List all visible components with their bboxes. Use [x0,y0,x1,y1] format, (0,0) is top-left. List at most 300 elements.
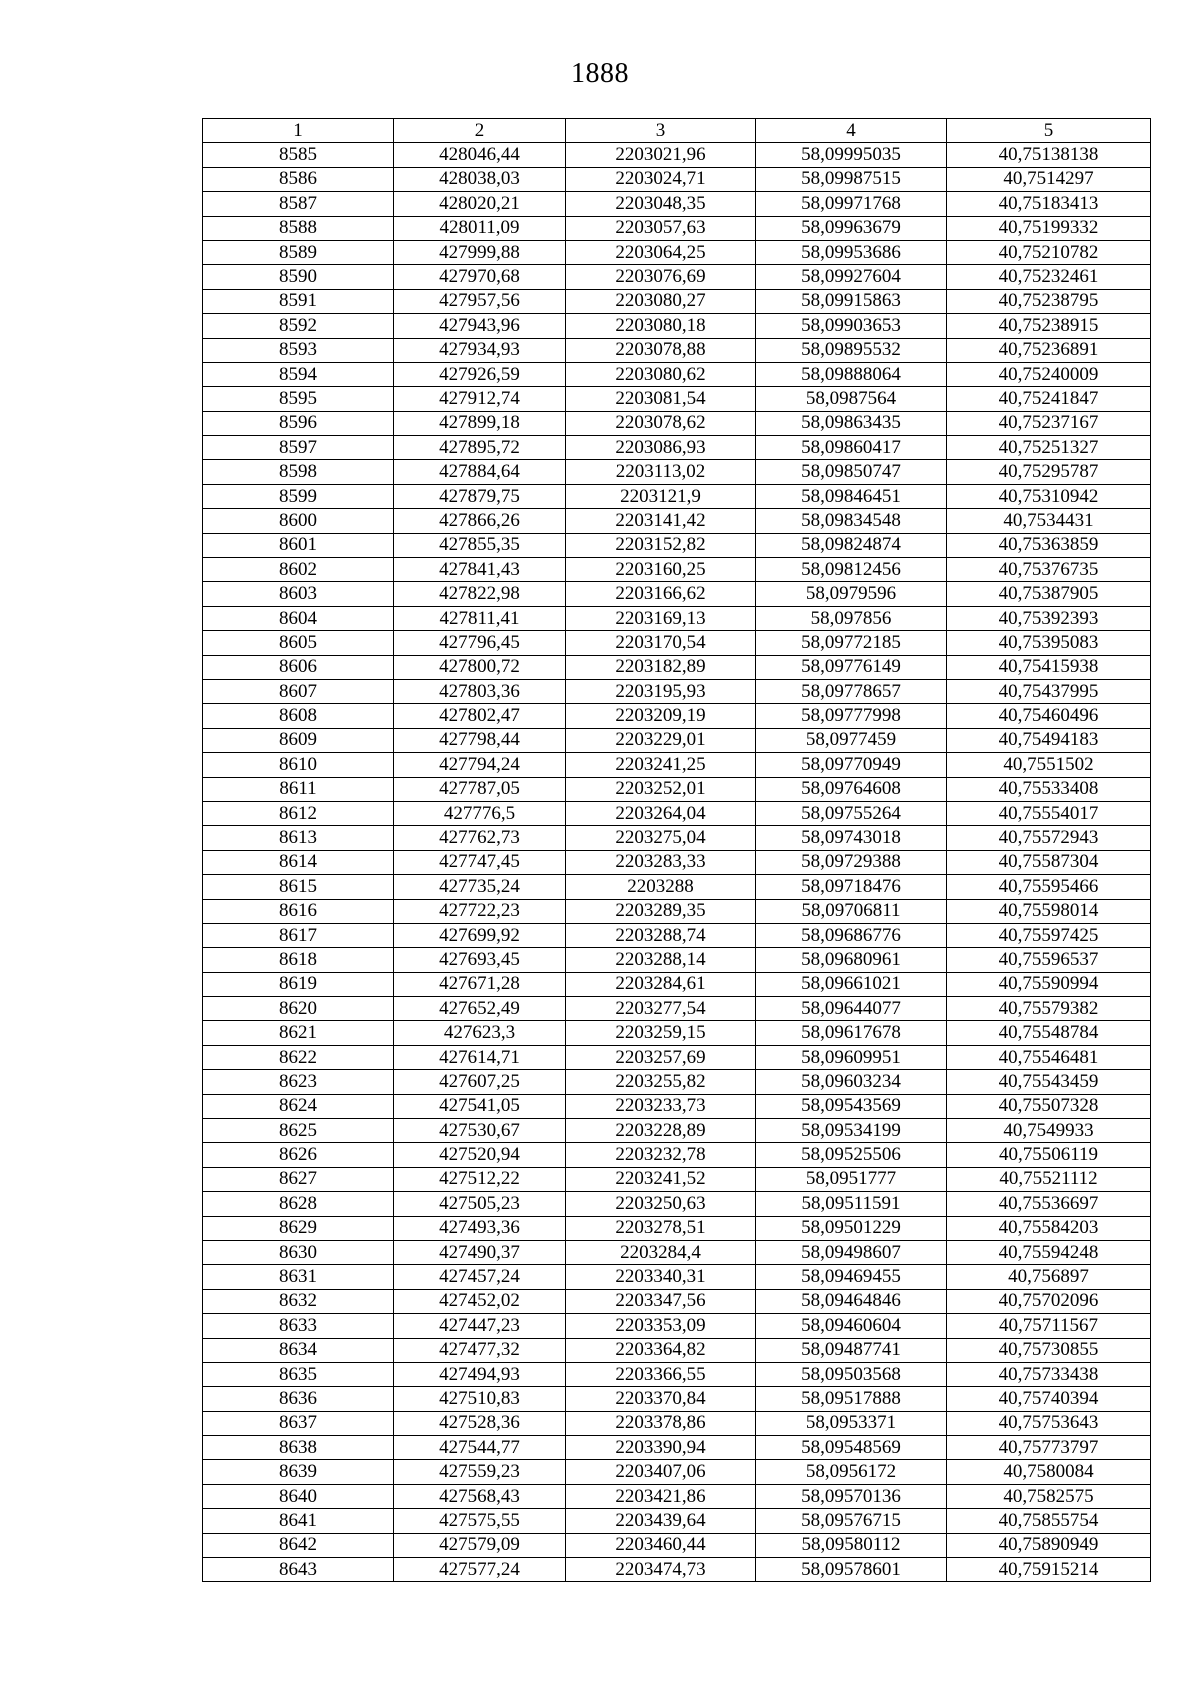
longitude-cell: 40,75596537 [947,948,1151,972]
column-header-2: 2 [394,119,566,143]
y-coordinate-cell: 2203257,69 [566,1045,756,1069]
point-number-cell: 8626 [203,1143,394,1167]
x-coordinate-cell: 427800,72 [394,655,566,679]
latitude-cell: 58,09501229 [756,1216,947,1240]
y-coordinate-cell: 2203259,15 [566,1021,756,1045]
longitude-cell: 40,75295787 [947,460,1151,484]
longitude-cell: 40,75310942 [947,484,1151,508]
x-coordinate-cell: 427541,05 [394,1094,566,1118]
y-coordinate-cell: 2203241,52 [566,1167,756,1191]
x-coordinate-cell: 427794,24 [394,753,566,777]
table-row [203,948,1151,972]
table-row [203,558,1151,582]
y-coordinate-cell: 2203277,54 [566,997,756,1021]
point-number-cell: 8609 [203,728,394,752]
longitude-cell: 40,7582575 [947,1484,1151,1508]
point-number-cell: 8595 [203,387,394,411]
x-coordinate-cell: 427477,32 [394,1338,566,1362]
x-coordinate-cell: 427899,18 [394,411,566,435]
table-body [203,143,1151,1582]
table-row [203,826,1151,850]
latitude-cell: 58,09777998 [756,704,947,728]
point-number-cell: 8597 [203,436,394,460]
point-number-cell: 8630 [203,1240,394,1264]
point-number-cell: 8614 [203,850,394,874]
latitude-cell: 58,09846451 [756,484,947,508]
longitude-cell: 40,75711567 [947,1314,1151,1338]
x-coordinate-cell: 427623,3 [394,1021,566,1045]
y-coordinate-cell: 2203228,89 [566,1119,756,1143]
point-number-cell: 8612 [203,801,394,825]
point-number-cell: 8590 [203,265,394,289]
longitude-cell: 40,75251327 [947,436,1151,460]
longitude-cell: 40,75494183 [947,728,1151,752]
table-row [203,1143,1151,1167]
x-coordinate-cell: 427447,23 [394,1314,566,1338]
y-coordinate-cell: 2203057,63 [566,216,756,240]
x-coordinate-cell: 427787,05 [394,777,566,801]
x-coordinate-cell: 427802,47 [394,704,566,728]
latitude-cell: 58,09511591 [756,1192,947,1216]
longitude-cell: 40,756897 [947,1265,1151,1289]
point-number-cell: 8596 [203,411,394,435]
table-row [203,1314,1151,1338]
table-row [203,1021,1151,1045]
longitude-cell: 40,75183413 [947,192,1151,216]
latitude-cell: 58,09464846 [756,1289,947,1313]
table-row [203,411,1151,435]
longitude-cell: 40,75395083 [947,631,1151,655]
y-coordinate-cell: 2203474,73 [566,1558,756,1582]
table-row [203,1192,1151,1216]
table-row [203,484,1151,508]
latitude-cell: 58,09503568 [756,1362,947,1386]
table-row [203,1167,1151,1191]
x-coordinate-cell: 427722,23 [394,899,566,923]
longitude-cell: 40,75753643 [947,1411,1151,1435]
table-row [203,1045,1151,1069]
y-coordinate-cell: 2203353,09 [566,1314,756,1338]
y-coordinate-cell: 2203021,96 [566,143,756,167]
longitude-cell: 40,75521112 [947,1167,1151,1191]
table-row [203,679,1151,703]
table-row [203,1216,1151,1240]
point-number-cell: 8634 [203,1338,394,1362]
point-number-cell: 8629 [203,1216,394,1240]
column-header-1: 1 [203,119,394,143]
x-coordinate-cell: 427735,24 [394,875,566,899]
longitude-cell: 40,75554017 [947,801,1151,825]
y-coordinate-cell: 2203078,62 [566,411,756,435]
x-coordinate-cell: 427699,92 [394,923,566,947]
latitude-cell: 58,097856 [756,606,947,630]
page-number: 1888 [571,58,629,89]
longitude-cell: 40,75584203 [947,1216,1151,1240]
table-row [203,1119,1151,1143]
y-coordinate-cell: 2203370,84 [566,1387,756,1411]
latitude-cell: 58,0956172 [756,1460,947,1484]
table-row [203,606,1151,630]
longitude-cell: 40,75241847 [947,387,1151,411]
point-number-cell: 8623 [203,1070,394,1094]
table-row [203,1411,1151,1435]
point-number-cell: 8643 [203,1558,394,1582]
x-coordinate-cell: 427762,73 [394,826,566,850]
x-coordinate-cell: 427747,45 [394,850,566,874]
point-number-cell: 8618 [203,948,394,972]
latitude-cell: 58,09824874 [756,533,947,557]
x-coordinate-cell: 427520,94 [394,1143,566,1167]
latitude-cell: 58,09915863 [756,289,947,313]
point-number-cell: 8638 [203,1436,394,1460]
table-row [203,875,1151,899]
point-number-cell: 8640 [203,1484,394,1508]
point-number-cell: 8606 [203,655,394,679]
point-number-cell: 8615 [203,875,394,899]
y-coordinate-cell: 2203195,93 [566,679,756,703]
x-coordinate-cell: 427505,23 [394,1192,566,1216]
y-coordinate-cell: 2203024,71 [566,167,756,191]
x-coordinate-cell: 427614,71 [394,1045,566,1069]
latitude-cell: 58,09971768 [756,192,947,216]
x-coordinate-cell: 428046,44 [394,143,566,167]
y-coordinate-cell: 2203078,88 [566,338,756,362]
latitude-cell: 58,0977459 [756,728,947,752]
x-coordinate-cell: 427607,25 [394,1070,566,1094]
y-coordinate-cell: 2203048,35 [566,192,756,216]
x-coordinate-cell: 427926,59 [394,362,566,386]
longitude-cell: 40,75232461 [947,265,1151,289]
point-number-cell: 8611 [203,777,394,801]
table-row [203,1094,1151,1118]
point-number-cell: 8600 [203,509,394,533]
latitude-cell: 58,09543569 [756,1094,947,1118]
y-coordinate-cell: 2203076,69 [566,265,756,289]
longitude-cell: 40,75507328 [947,1094,1151,1118]
x-coordinate-cell: 427568,43 [394,1484,566,1508]
longitude-cell: 40,75387905 [947,582,1151,606]
longitude-cell: 40,75460496 [947,704,1151,728]
latitude-cell: 58,09860417 [756,436,947,460]
latitude-cell: 58,0987564 [756,387,947,411]
table-row [203,167,1151,191]
table-row [203,216,1151,240]
longitude-cell: 40,75546481 [947,1045,1151,1069]
latitude-cell: 58,09778657 [756,679,947,703]
x-coordinate-cell: 427579,09 [394,1533,566,1557]
y-coordinate-cell: 2203182,89 [566,655,756,679]
x-coordinate-cell: 427575,55 [394,1509,566,1533]
y-coordinate-cell: 2203080,62 [566,362,756,386]
table-row [203,265,1151,289]
table-row [203,655,1151,679]
point-number-cell: 8616 [203,899,394,923]
longitude-cell: 40,75598014 [947,899,1151,923]
point-number-cell: 8636 [203,1387,394,1411]
y-coordinate-cell: 2203364,82 [566,1338,756,1362]
point-number-cell: 8633 [203,1314,394,1338]
x-coordinate-cell: 427796,45 [394,631,566,655]
longitude-cell: 40,75594248 [947,1240,1151,1264]
latitude-cell: 58,09895532 [756,338,947,362]
y-coordinate-cell: 2203250,63 [566,1192,756,1216]
table-row [203,387,1151,411]
y-coordinate-cell: 2203160,25 [566,558,756,582]
y-coordinate-cell: 2203113,02 [566,460,756,484]
longitude-cell: 40,7551502 [947,753,1151,777]
x-coordinate-cell: 427895,72 [394,436,566,460]
latitude-cell: 58,09812456 [756,558,947,582]
latitude-cell: 58,09770949 [756,753,947,777]
table-row [203,923,1151,947]
longitude-cell: 40,75915214 [947,1558,1151,1582]
longitude-cell: 40,7534431 [947,509,1151,533]
longitude-cell: 40,75730855 [947,1338,1151,1362]
table-row [203,997,1151,1021]
longitude-cell: 40,75437995 [947,679,1151,703]
y-coordinate-cell: 2203288,14 [566,948,756,972]
point-number-cell: 8587 [203,192,394,216]
y-coordinate-cell: 2203209,19 [566,704,756,728]
longitude-cell: 40,75733438 [947,1362,1151,1386]
y-coordinate-cell: 2203141,42 [566,509,756,533]
longitude-cell: 40,75773797 [947,1436,1151,1460]
latitude-cell: 58,09953686 [756,240,947,264]
latitude-cell: 58,09903653 [756,314,947,338]
y-coordinate-cell: 2203366,55 [566,1362,756,1386]
point-number-cell: 8621 [203,1021,394,1045]
longitude-cell: 40,75590994 [947,972,1151,996]
table-row [203,631,1151,655]
point-number-cell: 8604 [203,606,394,630]
y-coordinate-cell: 2203421,86 [566,1484,756,1508]
x-coordinate-cell: 427452,02 [394,1289,566,1313]
longitude-cell: 40,75579382 [947,997,1151,1021]
latitude-cell: 58,09963679 [756,216,947,240]
y-coordinate-cell: 2203347,56 [566,1289,756,1313]
y-coordinate-cell: 2203407,06 [566,1460,756,1484]
longitude-cell: 40,75199332 [947,216,1151,240]
latitude-cell: 58,09987515 [756,167,947,191]
latitude-cell: 58,09764608 [756,777,947,801]
y-coordinate-cell: 2203166,62 [566,582,756,606]
point-number-cell: 8591 [203,289,394,313]
latitude-cell: 58,09498607 [756,1240,947,1264]
longitude-cell: 40,75210782 [947,240,1151,264]
x-coordinate-cell: 427943,96 [394,314,566,338]
x-coordinate-cell: 427559,23 [394,1460,566,1484]
latitude-cell: 58,09776149 [756,655,947,679]
table-row [203,533,1151,557]
x-coordinate-cell: 427803,36 [394,679,566,703]
table-row [203,1509,1151,1533]
longitude-cell: 40,75363859 [947,533,1151,557]
longitude-cell: 40,75548784 [947,1021,1151,1045]
latitude-cell: 58,09603234 [756,1070,947,1094]
latitude-cell: 58,09487741 [756,1338,947,1362]
x-coordinate-cell: 427512,22 [394,1167,566,1191]
point-number-cell: 8608 [203,704,394,728]
longitude-cell: 40,75855754 [947,1509,1151,1533]
x-coordinate-cell: 427855,35 [394,533,566,557]
table-row [203,289,1151,313]
point-number-cell: 8594 [203,362,394,386]
point-number-cell: 8599 [203,484,394,508]
point-number-cell: 8601 [203,533,394,557]
table-row [203,1289,1151,1313]
x-coordinate-cell: 427957,56 [394,289,566,313]
x-coordinate-cell: 427530,67 [394,1119,566,1143]
y-coordinate-cell: 2203460,44 [566,1533,756,1557]
y-coordinate-cell: 2203121,9 [566,484,756,508]
point-number-cell: 8632 [203,1289,394,1313]
column-header-3: 3 [566,119,756,143]
column-header-4: 4 [756,119,947,143]
y-coordinate-cell: 2203390,94 [566,1436,756,1460]
y-coordinate-cell: 2203275,04 [566,826,756,850]
x-coordinate-cell: 428020,21 [394,192,566,216]
x-coordinate-cell: 427457,24 [394,1265,566,1289]
table-row [203,436,1151,460]
point-number-cell: 8635 [203,1362,394,1386]
table-row [203,314,1151,338]
latitude-cell: 58,09850747 [756,460,947,484]
y-coordinate-cell: 2203284,4 [566,1240,756,1264]
y-coordinate-cell: 2203081,54 [566,387,756,411]
latitude-cell: 58,09578601 [756,1558,947,1582]
y-coordinate-cell: 2203233,73 [566,1094,756,1118]
y-coordinate-cell: 2203086,93 [566,436,756,460]
table-row [203,704,1151,728]
x-coordinate-cell: 427884,64 [394,460,566,484]
longitude-cell: 40,75543459 [947,1070,1151,1094]
table-row [203,753,1151,777]
latitude-cell: 58,09834548 [756,509,947,533]
y-coordinate-cell: 2203288,74 [566,923,756,947]
x-coordinate-cell: 427912,74 [394,387,566,411]
y-coordinate-cell: 2203255,82 [566,1070,756,1094]
point-number-cell: 8603 [203,582,394,606]
longitude-cell: 40,7549933 [947,1119,1151,1143]
table-row [203,1533,1151,1557]
latitude-cell: 58,09863435 [756,411,947,435]
longitude-cell: 40,7580084 [947,1460,1151,1484]
table-row [203,509,1151,533]
x-coordinate-cell: 427577,24 [394,1558,566,1582]
longitude-cell: 40,75376735 [947,558,1151,582]
point-number-cell: 8607 [203,679,394,703]
latitude-cell: 58,09743018 [756,826,947,850]
latitude-cell: 58,09580112 [756,1533,947,1557]
table-row [203,240,1151,264]
table-row [203,192,1151,216]
longitude-cell: 40,75415938 [947,655,1151,679]
table-row [203,1387,1151,1411]
point-number-cell: 8639 [203,1460,394,1484]
x-coordinate-cell: 427671,28 [394,972,566,996]
table-row [203,1436,1151,1460]
y-coordinate-cell: 2203288 [566,875,756,899]
point-number-cell: 8628 [203,1192,394,1216]
point-number-cell: 8588 [203,216,394,240]
latitude-cell: 58,09888064 [756,362,947,386]
latitude-cell: 58,09718476 [756,875,947,899]
longitude-cell: 40,75237167 [947,411,1151,435]
table-row [203,582,1151,606]
latitude-cell: 58,09644077 [756,997,947,1021]
y-coordinate-cell: 2203340,31 [566,1265,756,1289]
longitude-cell: 40,75597425 [947,923,1151,947]
latitude-cell: 58,09686776 [756,923,947,947]
longitude-cell: 40,75238915 [947,314,1151,338]
point-number-cell: 8624 [203,1094,394,1118]
x-coordinate-cell: 427776,5 [394,801,566,825]
table-row [203,972,1151,996]
table-row [203,1240,1151,1264]
table-row [203,899,1151,923]
latitude-cell: 58,09772185 [756,631,947,655]
table-row [203,1070,1151,1094]
longitude-cell: 40,75533408 [947,777,1151,801]
longitude-cell: 40,75536697 [947,1192,1151,1216]
x-coordinate-cell: 427494,93 [394,1362,566,1386]
point-number-cell: 8593 [203,338,394,362]
latitude-cell: 58,09534199 [756,1119,947,1143]
x-coordinate-cell: 427652,49 [394,997,566,1021]
table-row [203,728,1151,752]
longitude-cell: 40,75240009 [947,362,1151,386]
y-coordinate-cell: 2203439,64 [566,1509,756,1533]
table-row [203,850,1151,874]
table-row [203,1362,1151,1386]
point-number-cell: 8592 [203,314,394,338]
point-number-cell: 8589 [203,240,394,264]
latitude-cell: 58,09617678 [756,1021,947,1045]
table-row [203,460,1151,484]
x-coordinate-cell: 427544,77 [394,1436,566,1460]
x-coordinate-cell: 427528,36 [394,1411,566,1435]
x-coordinate-cell: 427879,75 [394,484,566,508]
latitude-cell: 58,09570136 [756,1484,947,1508]
table-row [203,1460,1151,1484]
x-coordinate-cell: 427934,93 [394,338,566,362]
y-coordinate-cell: 2203289,35 [566,899,756,923]
x-coordinate-cell: 427493,36 [394,1216,566,1240]
x-coordinate-cell: 427693,45 [394,948,566,972]
table-row [203,338,1151,362]
point-number-cell: 8598 [203,460,394,484]
x-coordinate-cell: 428038,03 [394,167,566,191]
y-coordinate-cell: 2203378,86 [566,1411,756,1435]
x-coordinate-cell: 427999,88 [394,240,566,264]
column-header-5: 5 [947,119,1151,143]
latitude-cell: 58,09729388 [756,850,947,874]
point-number-cell: 8619 [203,972,394,996]
y-coordinate-cell: 2203241,25 [566,753,756,777]
y-coordinate-cell: 2203080,27 [566,289,756,313]
x-coordinate-cell: 427811,41 [394,606,566,630]
point-number-cell: 8625 [203,1119,394,1143]
table-row [203,362,1151,386]
latitude-cell: 58,09548569 [756,1436,947,1460]
longitude-cell: 40,75392393 [947,606,1151,630]
x-coordinate-cell: 427490,37 [394,1240,566,1264]
latitude-cell: 58,0951777 [756,1167,947,1191]
longitude-cell: 40,7514297 [947,167,1151,191]
y-coordinate-cell: 2203284,61 [566,972,756,996]
point-number-cell: 8627 [203,1167,394,1191]
table-row [203,1265,1151,1289]
